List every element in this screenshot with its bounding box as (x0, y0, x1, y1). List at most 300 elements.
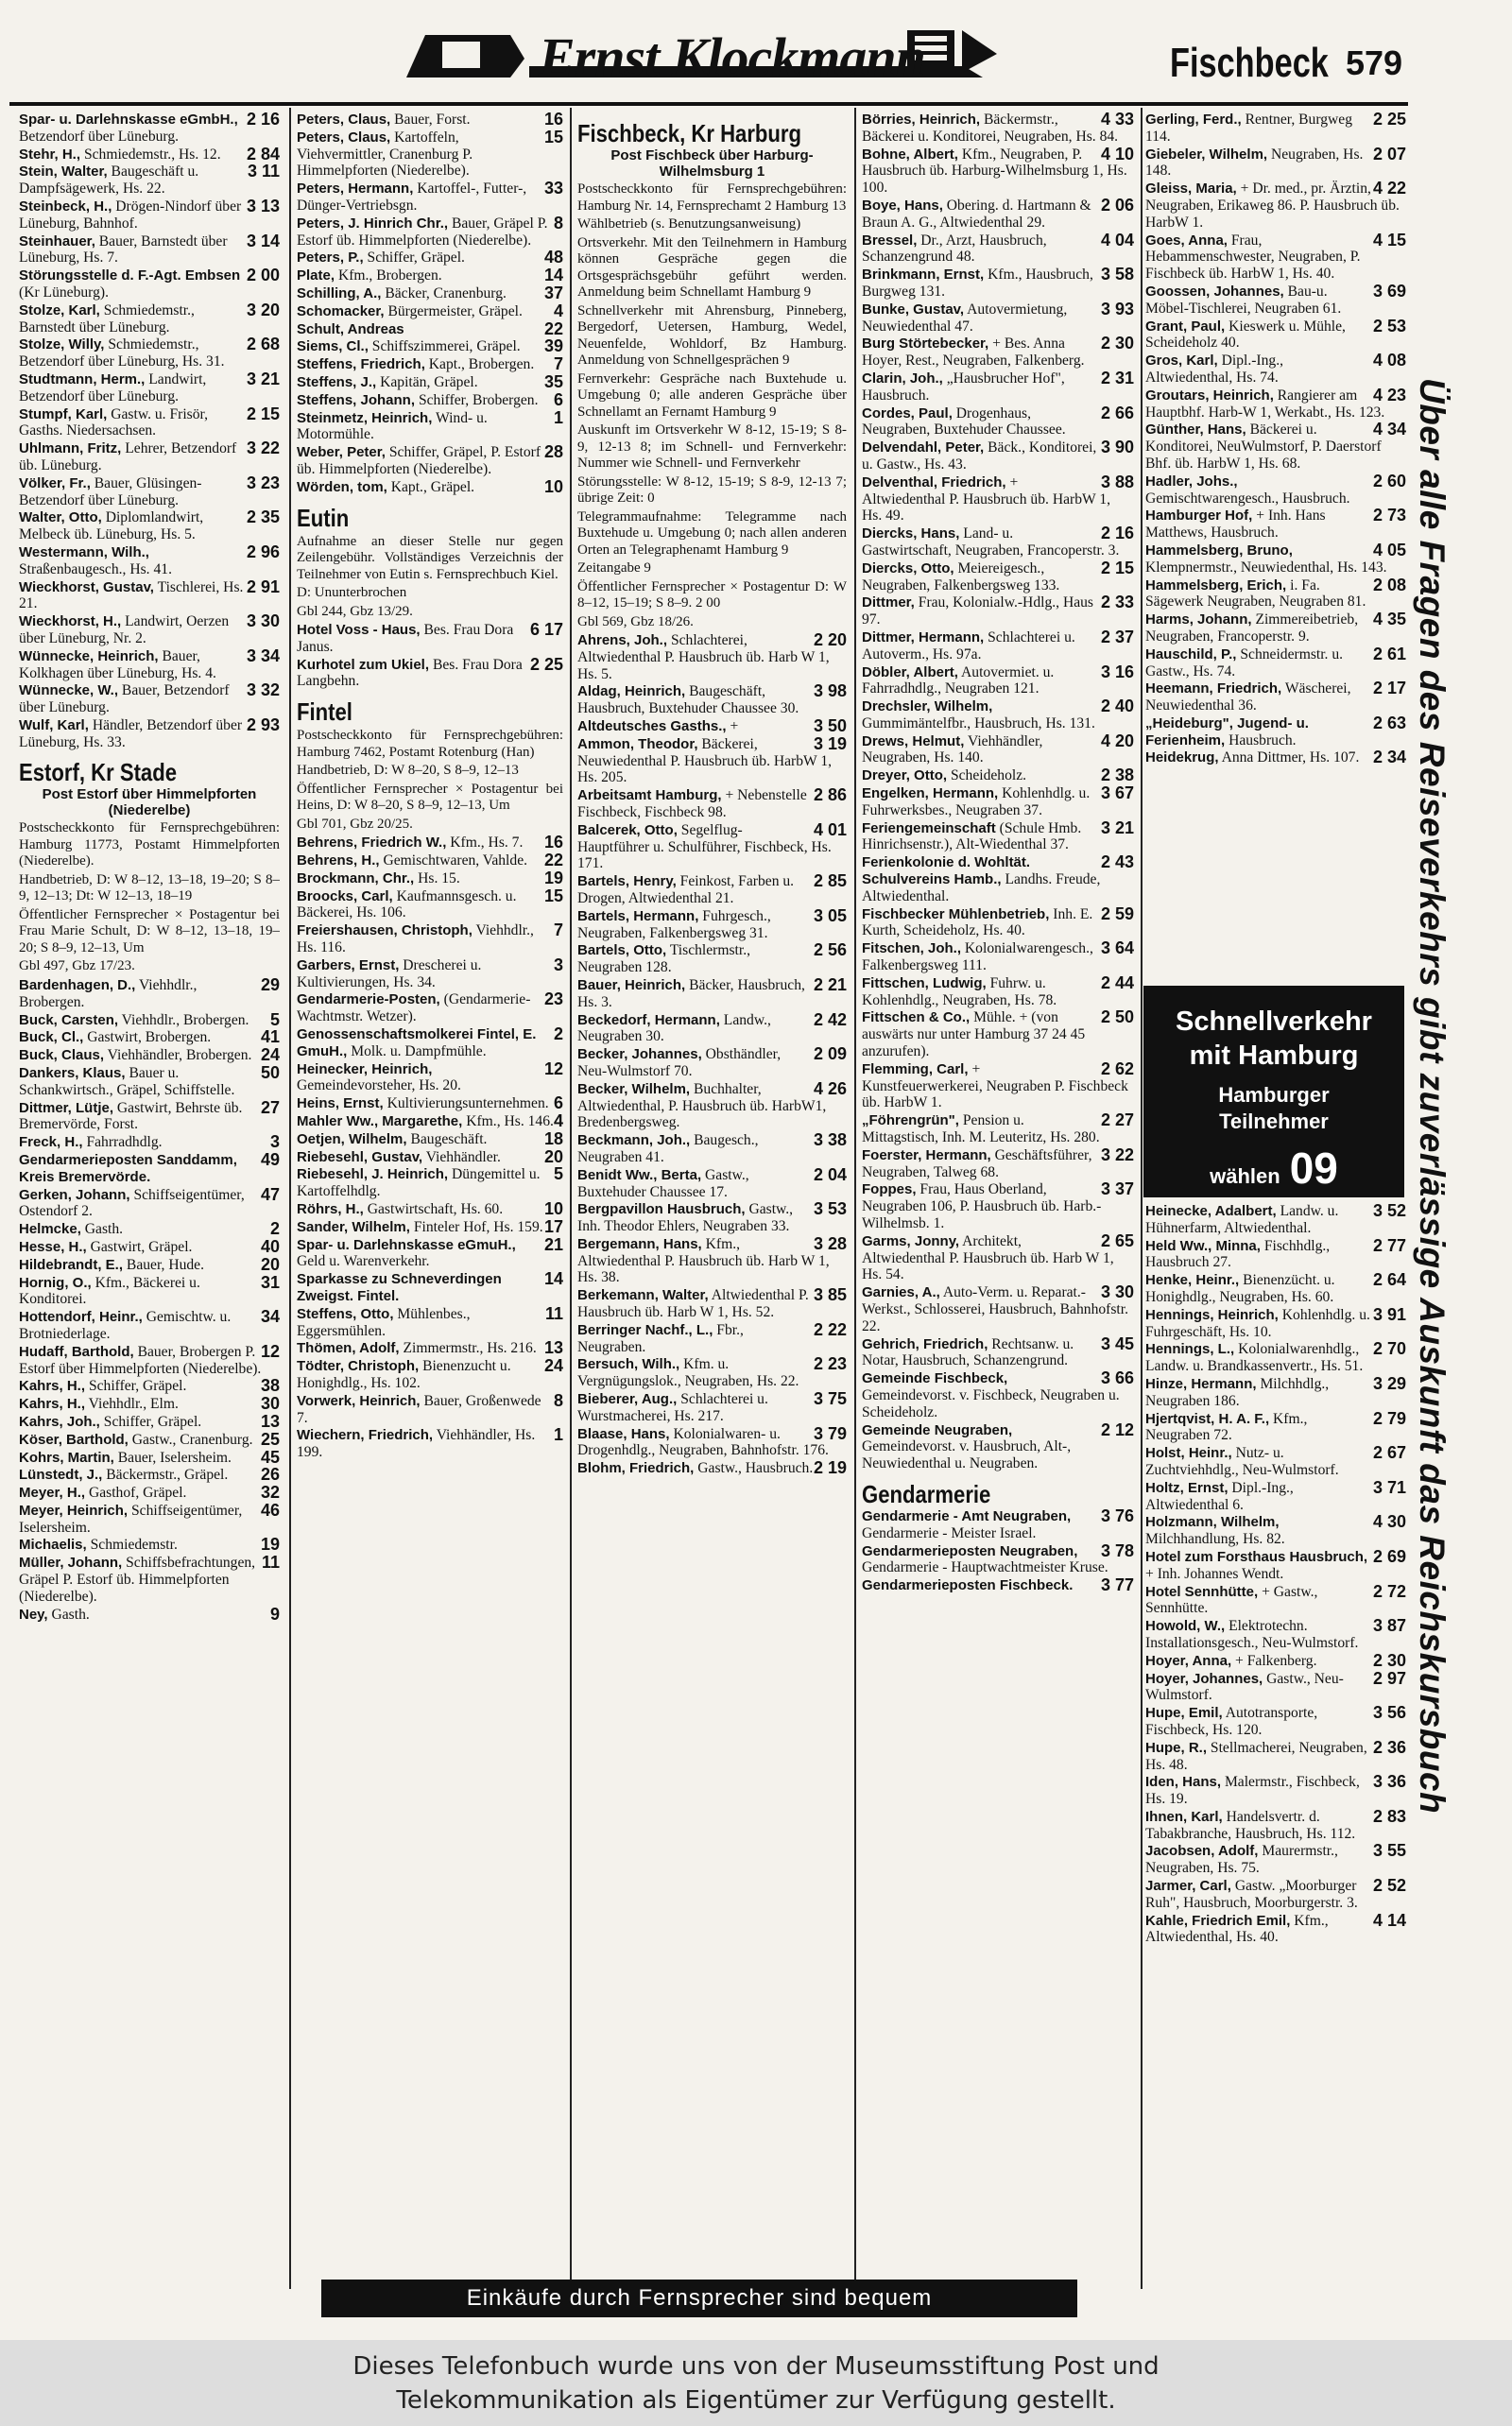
entry-phone: 3 29 (1372, 1373, 1406, 1393)
entry-phone: 3 22 (1100, 1144, 1134, 1164)
directory-entry (19, 1097, 280, 1134)
directory-entry (19, 645, 280, 682)
entry-detail: Altwiedenthal P. Hausbruch üb. Harb W 1, Hs. 52. (577, 1287, 809, 1321)
directory-entry (19, 406, 280, 440)
entry-phone: 31 (260, 1272, 280, 1292)
entry-name: Spar- u. Darlehnskasse eGmuH., (297, 1236, 516, 1253)
entry-detail: Schiffer, Gräpel. (367, 249, 465, 267)
entry-phone: 27 (260, 1097, 280, 1117)
entry-detail: Geschäftsführer, Neugraben, Talweg 68. (862, 1146, 1092, 1180)
entry-name: Hudaff, Barthold, (19, 1343, 134, 1360)
entry-name: Howold, W., (1145, 1618, 1226, 1635)
entry-detail: Wind- u. Motormühle. (297, 409, 488, 443)
entry-phone: 2 15 (1100, 558, 1134, 577)
entry-name: Becker, Wilhelm, (577, 1080, 691, 1097)
entry-name: Riebesehl, J. Heinrich, (297, 1166, 449, 1183)
directory-entry (1145, 1445, 1406, 1479)
header-rule (9, 102, 1408, 106)
entry-detail: Fuhrgesch., Neugraben, Falkenbergsweg 31. (577, 907, 771, 941)
entry-name: Thömen, Adolf, (297, 1340, 400, 1357)
directory-entry (1145, 1737, 1406, 1774)
directory-entry (19, 1221, 280, 1238)
entry-phone: 30 (260, 1394, 280, 1414)
entry-detail: Land- u. Gastwirtschaft, Neugraben, Francoperstr. 3. (862, 525, 1120, 559)
entry-phone: 3 23 (246, 473, 280, 492)
entry-detail: Schiffer, Brobergen. (418, 391, 539, 408)
directory-entry (297, 444, 563, 478)
entry-phone: 4 35 (1372, 610, 1406, 629)
entry-phone: 3 13 (246, 196, 280, 215)
directory-entry (1145, 281, 1406, 318)
entry-phone: 3 52 (1372, 1203, 1406, 1220)
entry-phone: 4 05 (1372, 540, 1406, 559)
directory-entry (862, 439, 1134, 473)
entry-phone: 11 (261, 1553, 280, 1573)
entry-phone: 3 36 (1372, 1772, 1406, 1792)
entry-name: Flemming, Carl, (862, 1060, 969, 1077)
entry-detail: i. Fa. Sägewerk Neugraben, Neugraben 81. (1145, 576, 1366, 611)
entry-name: Sander, Wilhelm, (297, 1218, 410, 1235)
directory-entry (297, 338, 563, 355)
entry-phone: 2 56 (813, 940, 847, 960)
entry-detail: Viehhdlr., Brobergen. (19, 976, 198, 1010)
entry-detail: Bauer, Hude. (126, 1256, 205, 1273)
entry-name: Michaelis, (19, 1537, 87, 1554)
entry-name: Hornig, O., (19, 1274, 92, 1291)
directory-entry (297, 622, 563, 656)
entry-phone: 26 (260, 1465, 280, 1485)
directory-entry (577, 905, 847, 942)
entry-phone: 2 16 (246, 112, 280, 129)
entry-name: Hoyer, Johannes, (1145, 1670, 1263, 1687)
entry-name: Cordes, Paul, (862, 404, 953, 422)
entry-phone: 1 (553, 407, 563, 427)
directory-entry (297, 356, 563, 373)
entry-name: Bunke, Gustav, (862, 301, 965, 318)
entry-name: Börries, Heinrich, (862, 112, 981, 128)
directory-entry (297, 389, 563, 409)
entry-detail: Schneidermstr. u. Gastw., Hs. 74. (1145, 645, 1344, 680)
section-info: Gbl 701, Gbz 20/25. (297, 816, 413, 832)
entry-phone: 2 68 (246, 335, 280, 354)
entry-detail: Bauer, Glüsingen-Betzendorf über Lüneburg. (19, 474, 202, 508)
entry-name: Bohne, Albert, (862, 146, 958, 163)
directory-entry (862, 629, 1134, 663)
directory-entry (862, 733, 1134, 767)
entry-name: Buck, Claus, (19, 1047, 105, 1064)
entry-name: Fittschen, Ludwig, (862, 974, 987, 991)
entry-detail: + Bes. Anna Hoyer, Rest., Neugraben, Falkenberg. (862, 336, 1085, 370)
entry-detail: Pension u. Mittagstisch, Inh. M. Leuteritz, Hs. 280. (862, 1112, 1100, 1146)
entry-phone: 22 (543, 851, 563, 870)
entry-phone: 12 (260, 1341, 280, 1361)
column-divider (1141, 108, 1143, 2289)
entry-phone: 3 78 (1100, 1540, 1134, 1560)
entry-phone: 3 34 (246, 645, 280, 665)
directory-entry (577, 1356, 847, 1390)
entry-detail: Hausbruch. (1228, 731, 1297, 748)
directory-entry (1145, 1373, 1406, 1410)
entry-name: Hamburger Hof, (1145, 508, 1253, 525)
directory-entry (297, 1303, 563, 1340)
entry-name: Goes, Anna, (1145, 232, 1228, 249)
entry-name: Genossenschaftsmolkerei Fintel, E. GmuH., (297, 1025, 537, 1059)
advert-dial-number: 09 (1289, 1144, 1338, 1193)
entry-phone: 37 (543, 283, 563, 302)
entry-name: Diercks, Hans, (862, 525, 960, 542)
entry-name: Mahler Ww., Margarethe, (297, 1112, 463, 1129)
entry-phone: 2 04 (813, 1164, 847, 1184)
entry-detail: Bienenzucht u. Honighdlg., Hs. 102. (297, 1358, 511, 1391)
entry-name: Freiershausen, Christoph, (297, 922, 472, 939)
entry-name: Hotel zum Forsthaus Hausbruch, (1145, 1548, 1368, 1565)
entry-phone: 5 (269, 1009, 280, 1029)
entry-name: Goossen, Johannes, (1145, 283, 1284, 300)
entry-detail: Schiffszimmerei, Gräpel. (371, 338, 521, 355)
directory-entry (297, 1166, 563, 1200)
entry-detail: Kfm., Hs. 7. (450, 834, 524, 852)
directory-entry (862, 1284, 1134, 1334)
entry-phone: 39 (543, 336, 563, 356)
directory-entry (862, 972, 1134, 1009)
directory-entry (862, 405, 1134, 439)
directory-entry (19, 613, 280, 647)
entry-phone: 38 (260, 1376, 280, 1396)
entry-detail: Gemeindevorst. v. Hausbruch, Alt-, Neuwiedenthal u. Neugraben. (862, 1438, 1072, 1472)
entry-detail: Rangierer am Hauptbhf. Harb-W 1, Werkabt., Hs. 123. (1145, 387, 1385, 421)
entry-name: Benidt Ww., Berta, (577, 1166, 702, 1183)
entry-name: Henke, Heinr., (1145, 1272, 1240, 1289)
entry-phone: 3 85 (813, 1285, 847, 1305)
directory-entry (297, 1198, 563, 1218)
column-divider (289, 108, 291, 2289)
entry-detail: Anna Dittmer, Hs. 107. (1221, 749, 1360, 766)
page-header (0, 0, 1512, 104)
directory-entry (862, 1540, 1134, 1577)
entry-name: Stolze, Willy, (19, 336, 105, 353)
directory-entry (19, 1411, 280, 1431)
entry-phone: 3 32 (246, 680, 280, 700)
directory-entry (1145, 1546, 1406, 1583)
entry-phone: 17 (543, 1216, 563, 1236)
section-info: Aufnahme an dieser Stelle nur gegen Zeilengebühr. Vollständiges Verzeichnis der Teilnehmer von Eutin s. Fernsprechbuch Kiel. (297, 533, 563, 582)
entry-name: Gerling, Ferd., (1145, 112, 1242, 128)
directory-entry (862, 1144, 1134, 1181)
entry-detail: Baugeschäft, Hausbruch, Buxtehuder Chaussee 30. (577, 683, 799, 717)
entry-phone: 2 27 (1100, 1110, 1134, 1130)
entry-name: Iden, Hans, (1145, 1774, 1222, 1791)
schnellverkehr-advert (1143, 986, 1404, 1197)
entry-phone: 2 23 (813, 1354, 847, 1374)
entry-phone: 3 87 (1372, 1616, 1406, 1636)
directory-entry (862, 594, 1134, 628)
entry-phone: 25 (260, 1429, 280, 1449)
directory-entry (19, 1429, 280, 1449)
directory-entry (297, 129, 563, 180)
entry-phone: 3 21 (1100, 817, 1134, 837)
entry-detail: Kapt., Brobergen. (428, 356, 535, 373)
entry-name: Blohm, Friedrich, (577, 1460, 695, 1477)
directory-entry (862, 940, 1134, 974)
entry-name: Bressel, (862, 232, 918, 249)
entry-detail: Kapitän, Gräpel. (380, 373, 478, 390)
entry-detail: Viehhändler, Neugraben, Hs. 140. (862, 732, 1043, 766)
entry-detail: Klempnermstr., Neuwiedenthal, Hs. 143. (1145, 559, 1387, 576)
entry-detail: Geld u. Warenverkehr. (297, 1253, 430, 1270)
side-notice (1412, 378, 1469, 1890)
entry-name: Stein, Walter, (19, 163, 108, 181)
entry-phone: 9 (269, 1604, 280, 1624)
column-4 (862, 112, 1134, 2276)
entry-phone: 3 21 (246, 369, 280, 388)
entry-name: Blaase, Hans, (577, 1425, 670, 1442)
entry-name: Steffens, Otto, (297, 1305, 394, 1322)
entry-phone: 35 (543, 371, 563, 391)
entry-name: Wiechern, Friedrich, (297, 1427, 434, 1444)
directory-entry (19, 146, 280, 163)
directory-entry (1145, 611, 1406, 645)
entry-phone: 2 00 (246, 266, 280, 285)
directory-entry (862, 267, 1134, 301)
section-info: Gbl 244, Gbz 13/29. (297, 603, 413, 619)
entry-phone: 2 42 (813, 1009, 847, 1029)
directory-entry (19, 1184, 280, 1221)
entry-name: Hupe, R., (1145, 1739, 1208, 1756)
entry-phone: 3 58 (1100, 265, 1134, 284)
entry-name: Kurhotel zum Ukiel, (297, 656, 430, 673)
entry-name: Stehr, H., (19, 146, 81, 163)
column-1 (19, 112, 280, 2276)
entry-detail: Autovermietung, Neuwiedenthal 47. (862, 301, 1068, 335)
entry-phone: 2 91 (246, 576, 280, 596)
entry-detail: Drogenhaus, Neugraben, Buxtehuder Chaussee. (862, 404, 1066, 439)
section-info: Postscheckkonto für Fernsprechgebühren: Hamburg 11773, Postamt Himmelpforten (Niederelbe). (19, 820, 280, 869)
entry-name: Delvendahl, Peter, (862, 439, 985, 456)
entry-detail: Tischlermstr., Neugraben 128. (577, 942, 751, 976)
entry-detail: Gemischtwarengesch., Hausbruch. (1145, 490, 1350, 507)
entry-name: Hotel Voss - Haus, (297, 622, 421, 639)
entry-name: Gendarmerie-Posten, (297, 991, 440, 1008)
directory-entry (862, 112, 1134, 146)
entry-phone: 4 22 (1372, 179, 1406, 198)
directory-entry (862, 854, 1134, 904)
entry-detail: Schlachterei u. Wurstmacherei, Hs. 217. (577, 1391, 768, 1424)
entry-phone: 3 53 (813, 1199, 847, 1219)
entry-phone: 3 (269, 1132, 280, 1152)
entry-detail: Maurermstr., Neugraben, Hs. 75. (1145, 1843, 1338, 1877)
entry-detail: Landw., Neugraben 30. (577, 1011, 771, 1045)
entry-detail: Schiffer, Gräpel. (88, 1378, 187, 1395)
entry-phone: 32 (260, 1483, 280, 1503)
directory-entry (297, 1358, 563, 1392)
entry-phone: 4 26 (813, 1078, 847, 1098)
directory-entry (862, 785, 1134, 819)
entry-name: Giebeler, Wilhelm, (1145, 146, 1268, 163)
entry-phone: 2 07 (1372, 144, 1406, 163)
directory-entry (19, 1309, 280, 1343)
entry-name: Freck, H., (19, 1134, 83, 1151)
entry-name: Stumpf, Karl, (19, 405, 108, 422)
entry-detail: Wäscherei, Neuwiedenthal 36. (1145, 680, 1351, 714)
entry-name: Berringer Nachf., L., (577, 1321, 713, 1338)
entry-phone: 2 25 (1372, 112, 1406, 129)
entry-phone: 2 77 (1372, 1235, 1406, 1255)
directory-entry (1145, 1408, 1406, 1445)
entry-detail: Viehhdlr., Hs. 116. (297, 922, 534, 955)
entry-detail: Molk. u. Dampfmühle. (351, 1042, 487, 1059)
entry-phone: 8 (553, 1390, 563, 1410)
entry-detail: Frau, Hebammenschwester, Neugraben, P. Fischbeck üb. HarbW 1, Hs. 40. (1145, 232, 1361, 283)
entry-detail: Segelflug-Hauptführer u. Schulführer, Fischbeck, Hs. 171. (577, 821, 832, 872)
entry-phone: 2 52 (1372, 1876, 1406, 1896)
entry-phone: 3 77 (1100, 1575, 1134, 1595)
entry-name: Hupe, Emil, (1145, 1705, 1223, 1722)
directory-entry (297, 957, 563, 991)
entry-phone: 2 66 (1100, 403, 1134, 422)
entry-name: Sparkasse zu Schneverdingen Zweigst. Fintel. (297, 1271, 502, 1304)
entry-phone: 10 (543, 476, 563, 496)
entry-phone: 19 (260, 1535, 280, 1555)
entry-phone: 34 (260, 1307, 280, 1327)
entry-phone: 2 83 (1372, 1806, 1406, 1826)
entry-name: Uhlmann, Fritz, (19, 440, 122, 457)
entry-detail: „Hausbrucher Hof", Hausbruch. (862, 370, 1065, 404)
entry-detail: Kfm., Altwiedenthal P. Hausbruch üb. Harb W 1, Hs. 38. (577, 1235, 830, 1286)
entry-phone: 33 (543, 179, 563, 198)
entry-detail: Feinkost, Farben u. Drogen, Altwiedenthal 21. (577, 873, 795, 906)
entry-name: Altdeutsches Gasths., (577, 717, 727, 734)
entry-detail: Schlachterei, Altwiedenthal P. Hausbruch üb. Harb W 1, Hs. 5. (577, 632, 830, 682)
section-info: Ortsverkehr. Mit den Teilnehmern in Hamburg können Gespräche gegen die Ortsgesprächsgebühr geführt werden. Anmeldung beim Schnellamt Hamburg 9 (577, 234, 847, 300)
directory-entry (862, 767, 1134, 784)
directory-entry (297, 1146, 563, 1166)
directory-entry (19, 1500, 280, 1537)
entry-phone: 2 60 (1372, 471, 1406, 490)
entry-name: Ahrens, Joh., (577, 632, 668, 648)
directory-entry (1145, 508, 1406, 542)
entry-detail: Bauer, Betzendorf über Lüneburg. (19, 682, 230, 716)
entry-phone: 3 30 (246, 611, 280, 631)
entry-phone: 2 38 (1100, 766, 1134, 785)
entry-name: Peters, J. Hinrich Chr., (297, 215, 449, 232)
entry-detail: Landwirt, Betzendorf über Lüneburg. (19, 370, 207, 404)
entry-name: Brinkmann, Ernst, (862, 267, 985, 284)
directory-entry (1145, 353, 1406, 387)
entry-detail: Mühle. + (von auswärts nur unter Hamburg 37 24 45 anzurufen). (862, 1009, 1086, 1060)
entry-detail: Gastw. u. Frisör, Gasths. Niedersachsen. (19, 405, 209, 439)
entry-detail: Frau, Kolonialw.-Hdlg., Haus 97. (862, 594, 1093, 628)
entry-name: Peters, Hermann, (297, 181, 414, 198)
entry-name: Bergemann, Hans, (577, 1235, 702, 1252)
entry-detail: Kartoffeln, Viehvermittler, Cranenburg P. Himmelpforten (Niederelbe). (297, 129, 473, 180)
directory-entry (862, 664, 1134, 698)
entry-detail: Gasth. (84, 1221, 124, 1238)
directory-entry (297, 476, 563, 496)
directory-entry (1145, 577, 1406, 611)
entry-phone: 2 22 (813, 1319, 847, 1339)
section-heading: Estorf, Kr Stade (19, 758, 178, 787)
entry-detail: Gummimäntelfbr., Hausbruch, Hs. 131. (862, 714, 1095, 731)
entry-name: Held Ww., Minna, (1145, 1237, 1261, 1254)
entry-name: „Föhrengrün", (862, 1112, 959, 1129)
entry-name: Riebesehl, Gustav, (297, 1148, 423, 1165)
entry-phone: 2 72 (1372, 1581, 1406, 1601)
entry-detail: Gemeindevorst. v. Fischbeck, Neugraben u. Scheideholz. (862, 1386, 1120, 1420)
entry-name: Ammon, Theodor, (577, 735, 698, 752)
entry-name: Hinze, Hermann, (1145, 1375, 1257, 1392)
directory-entry (297, 181, 563, 215)
entry-detail: Obering. d. Hartmann & Braun A. G., Altwiedenthal 29. (862, 197, 1091, 231)
entry-detail: Gendarmerie - Hauptwachtmeister Kruse. (862, 1559, 1108, 1576)
advert-line-3: Hamburger (1218, 1083, 1330, 1107)
directory-entry (19, 1604, 280, 1624)
entry-phone: 3 71 (1372, 1477, 1406, 1497)
entry-name: Gendarmerieposten Fischbeck. (862, 1577, 1074, 1594)
entry-detail: (Kr Lüneburg). (19, 284, 109, 301)
directory-entry (19, 112, 280, 146)
directory-entry (1145, 112, 1406, 146)
directory-entry (1145, 1235, 1406, 1272)
entry-name: Holtz, Ernst, (1145, 1479, 1228, 1496)
klockmann-logo (397, 21, 1002, 87)
entry-name: Weber, Peter, (297, 444, 386, 461)
directory-entry (1145, 1705, 1406, 1739)
page-title: Fischbeck (1170, 40, 1329, 86)
column-3 (577, 112, 847, 2276)
entry-detail: Architekt, Altwiedenthal P. Hausbruch üb. Harb W 1, Hs. 54. (862, 1232, 1114, 1283)
section-subheading: Post Fischbeck über Harburg-Wilhelmsburg 1 (610, 147, 814, 180)
directory-entry (19, 544, 280, 578)
entry-name: Wörden, tom, (297, 478, 387, 495)
entry-name: Bartels, Otto, (577, 942, 667, 959)
entry-name: Engelken, Hermann, (862, 785, 999, 802)
entry-detail: Fuhrw. u. Kohlenhdlg., Neugraben, Hs. 78. (862, 974, 1057, 1008)
directory-entry (19, 682, 280, 716)
entry-name: Wünnecke, W., (19, 682, 119, 699)
entry-name: Jarmer, Carl, (1145, 1878, 1231, 1895)
entry-phone: 24 (260, 1045, 280, 1065)
entry-detail: Kolonialwaren- u. Drogenhdlg., Neugraben, Bahnhofstr. 176. (577, 1425, 829, 1459)
entry-detail: Bes. Frau Dora Langbehn. (297, 656, 523, 690)
entry-phone: 4 15 (1372, 230, 1406, 249)
entry-name: Wünnecke, Heinrich, (19, 647, 159, 664)
entry-detail: Gasth. (51, 1606, 90, 1623)
entry-detail: Straßenbaugesch., Hs. 41. (19, 560, 172, 577)
entry-phone: 3 28 (813, 1233, 847, 1253)
entry-detail: Bäck., Konditorei, u. Gastw., Hs. 43. (862, 439, 1097, 473)
entry-detail: Mühlenbes., Eggersmühlen. (297, 1305, 471, 1339)
entry-detail: Kohlenhdlg. u. Fuhrgeschäft, Hs. 10. (1145, 1306, 1370, 1340)
entry-name: Gemeinde Neugraben, (862, 1421, 1013, 1438)
entry-phone: 2 44 (1100, 972, 1134, 992)
entry-name: Stolze, Karl, (19, 301, 100, 318)
directory-entry (19, 1485, 280, 1502)
entry-detail: Bauer, Brobergen P. Estorf über Himmelpforten (Niederelbe). (19, 1343, 262, 1377)
entry-name: Bartels, Hermann, (577, 907, 699, 924)
entry-name: Dittmer, Lütje, (19, 1099, 114, 1116)
entry-detail: Obsthändler, Neu-Wulmstorf 70. (577, 1046, 782, 1079)
entry-detail: Kultivierungsunternehmen. (387, 1095, 549, 1112)
entry-detail: + Altwiedenthal P. Hausbruch üb. HarbW 1, Hs. 49. (862, 473, 1111, 525)
entry-detail: Schmiedemstr. (90, 1537, 178, 1554)
entry-phone: 6 (553, 389, 563, 409)
entry-detail: Tischlerei, Hs. 21. (19, 578, 244, 612)
entry-detail: Kieswerk u. Mühle, Scheideholz 40. (1145, 318, 1346, 352)
entry-name: Diercks, Otto, (862, 559, 954, 576)
directory-entry (19, 1467, 280, 1484)
entry-detail: Landwirt, Oerzen über Lüneburg, Nr. 2. (19, 613, 230, 646)
entry-phone: 49 (260, 1149, 280, 1169)
